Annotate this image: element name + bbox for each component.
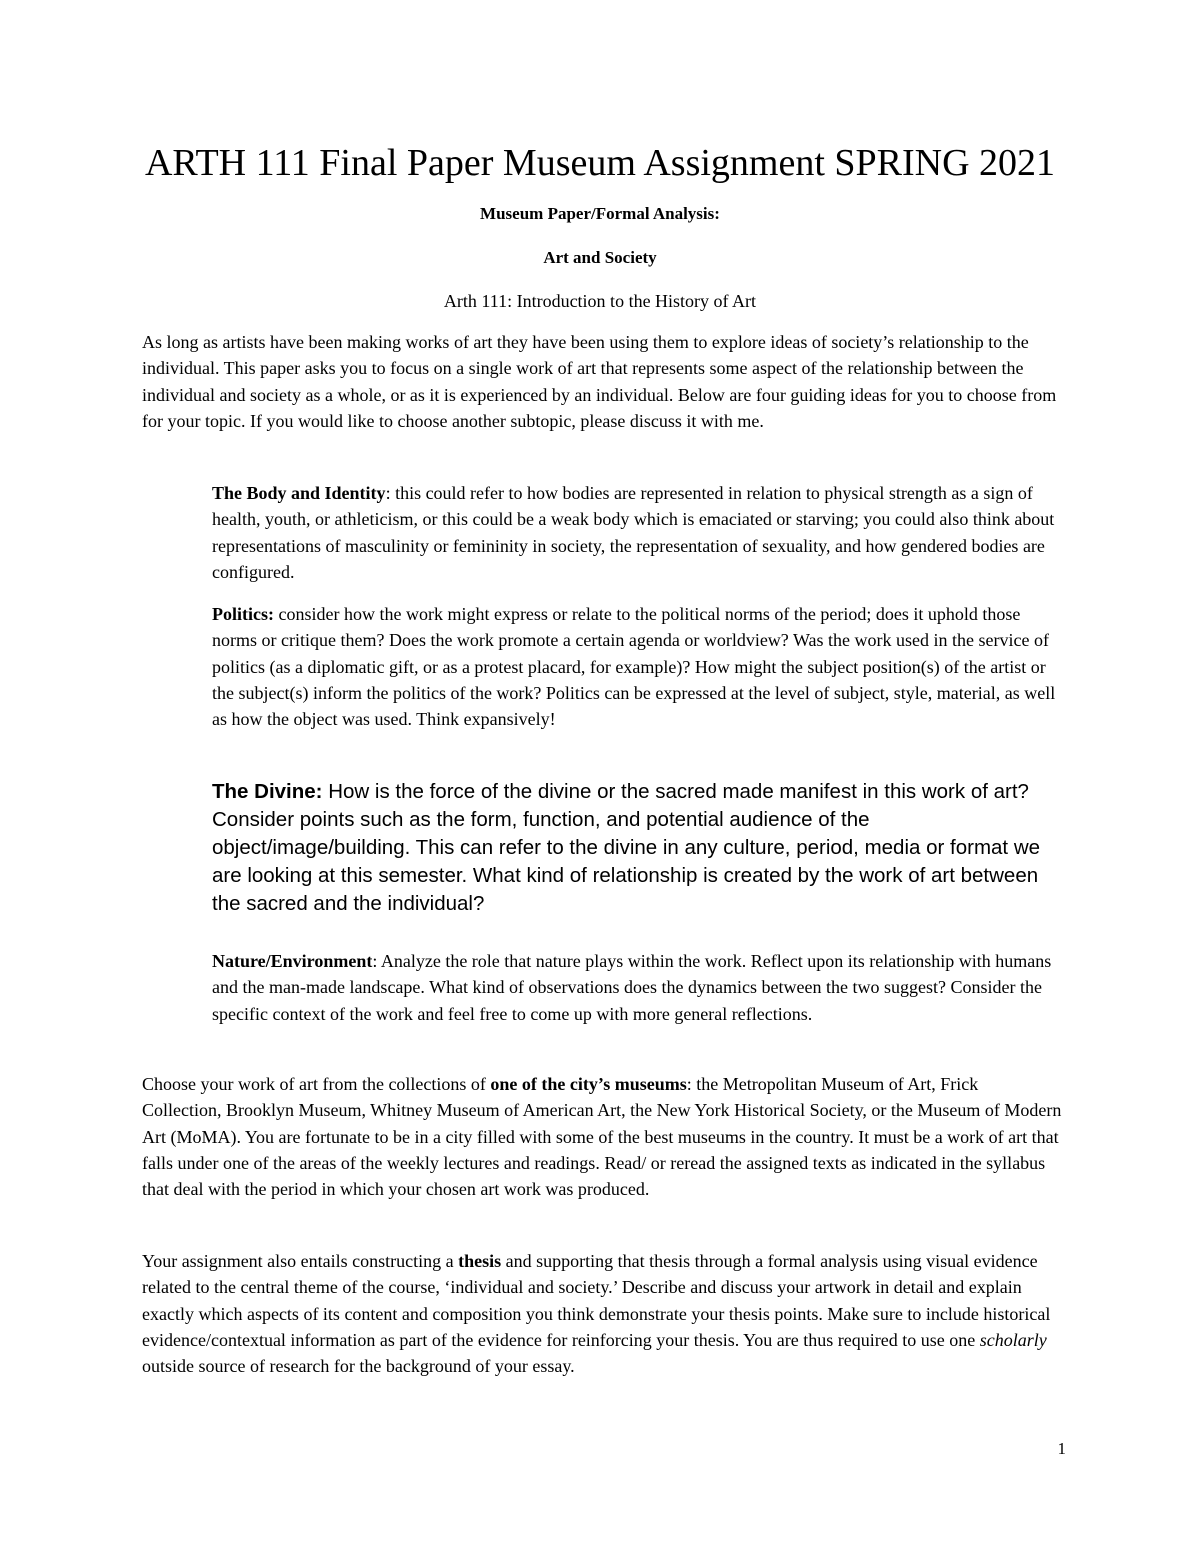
subtitle-formal-analysis: Museum Paper/Formal Analysis: <box>480 204 720 223</box>
topic-nature-label: Nature/Environment <box>212 951 373 971</box>
topic-divine <box>212 778 1062 918</box>
choose-text-before: Choose your work of art from the collections of <box>142 1074 491 1094</box>
topic-divine-text: How is the force of the divine or the sacred made manifest in this work of art? Consider points such as the form, function, and potential audience of the object/image/building. This can refer to the divine in any culture, period, media or format we are looking at this semester. What kind of relationship is created by the work of art between the sacred and the individual? <box>212 780 1041 915</box>
thesis-paragraph <box>142 1248 1062 1379</box>
document-title: ARTH 111 Final Paper Museum Assignment SPRING 2021 <box>144 142 1056 184</box>
choose-text-after: : the Metropolitan Museum of Art, Frick Collection, Brooklyn Museum, Whitney Museum of American Art, the New York Historical Society, or the Museum of Modern Art (MoMA). You are fortunate to be in a city filled with some of the best museums in the country. It must be a work of art that falls under one of the areas of the weekly lectures and readings. Read/ or reread the assigned texts as indicated in the syllabus that deal with the period in which your chosen art work was produced. <box>142 1074 1062 1200</box>
topic-body-identity <box>212 480 1062 585</box>
topic-politics <box>212 601 1062 732</box>
course-line: Arth 111: Introduction to the History of Art <box>443 291 757 311</box>
thesis-text-before: Your assignment also entails constructing a <box>142 1251 459 1271</box>
topic-body-label: The Body and Identity <box>212 483 386 503</box>
topic-politics-label: Politics: <box>212 604 274 624</box>
topic-nature-environment <box>212 948 1062 1027</box>
topic-nature-text: : Analyze the role that nature plays within the work. Reflect upon its relationship with humans and the man-made landscape. What kind of observations does the dynamics between the two suggest? Consider the specific context of the work and feel free to come up with more general reflections. <box>212 951 1052 1024</box>
thesis-text-italic: scholarly <box>979 1329 1047 1350</box>
thesis-text-bold: thesis <box>458 1251 502 1271</box>
topic-body-text: : this could refer to how bodies are represented in relation to physical strength as a sign of health, youth, or athleticism, or this could be a weak body which is emaciated or starving; you could also think about representations of masculinity or femininity in society, the representation of sexuality, and how gendered bodies are configured. <box>212 483 1055 582</box>
choose-text-bold: one of the city’s museums <box>490 1074 687 1094</box>
thesis-text-after: outside source of research for the background of your essay. <box>142 1356 575 1377</box>
topic-divine-label: The Divine: <box>212 780 323 803</box>
thesis-text-middle: and supporting that thesis through a formal analysis using visual evidence related to the central theme of the course, ‘individual and society.’ Describe and discuss your artwork in detail and explain exactly which aspects of its content and composition you think demonstrate your thesis points. Make sure to include historical evidence/contextual information as part of the evidence for reinforcing your thesis. You are thus required to use one <box>142 1251 1051 1350</box>
page-number: 1 <box>1057 1439 1066 1458</box>
subtitle-art-and-society: Art and Society <box>543 248 657 267</box>
choose-paragraph <box>142 1071 1062 1202</box>
topic-politics-text: consider how the work might express or relate to the political norms of the period; does it uphold those norms or critique them? Does the work promote a certain agenda or worldview? Was the work used in the service of politics (as a diplomatic gift, or as a protest placard, for example)? How might the subject position(s) of the artist or the subject(s) inform the politics of the work? Politics can be expressed at the level of subject, style, material, as well as how the object was used. Think expansively! <box>212 604 1056 730</box>
intro-paragraph: As long as artists have been making works of art they have been using them to explore ideas of society’s relationship to the individual. This paper asks you to focus on a single work of art that represents some aspect of the relationship between the individual and society as a whole, or as it is experienced by an individual. Below are four guiding ideas for you to choose from for your topic. If you would like to choose another subtopic, please discuss it with me. <box>142 332 1057 431</box>
